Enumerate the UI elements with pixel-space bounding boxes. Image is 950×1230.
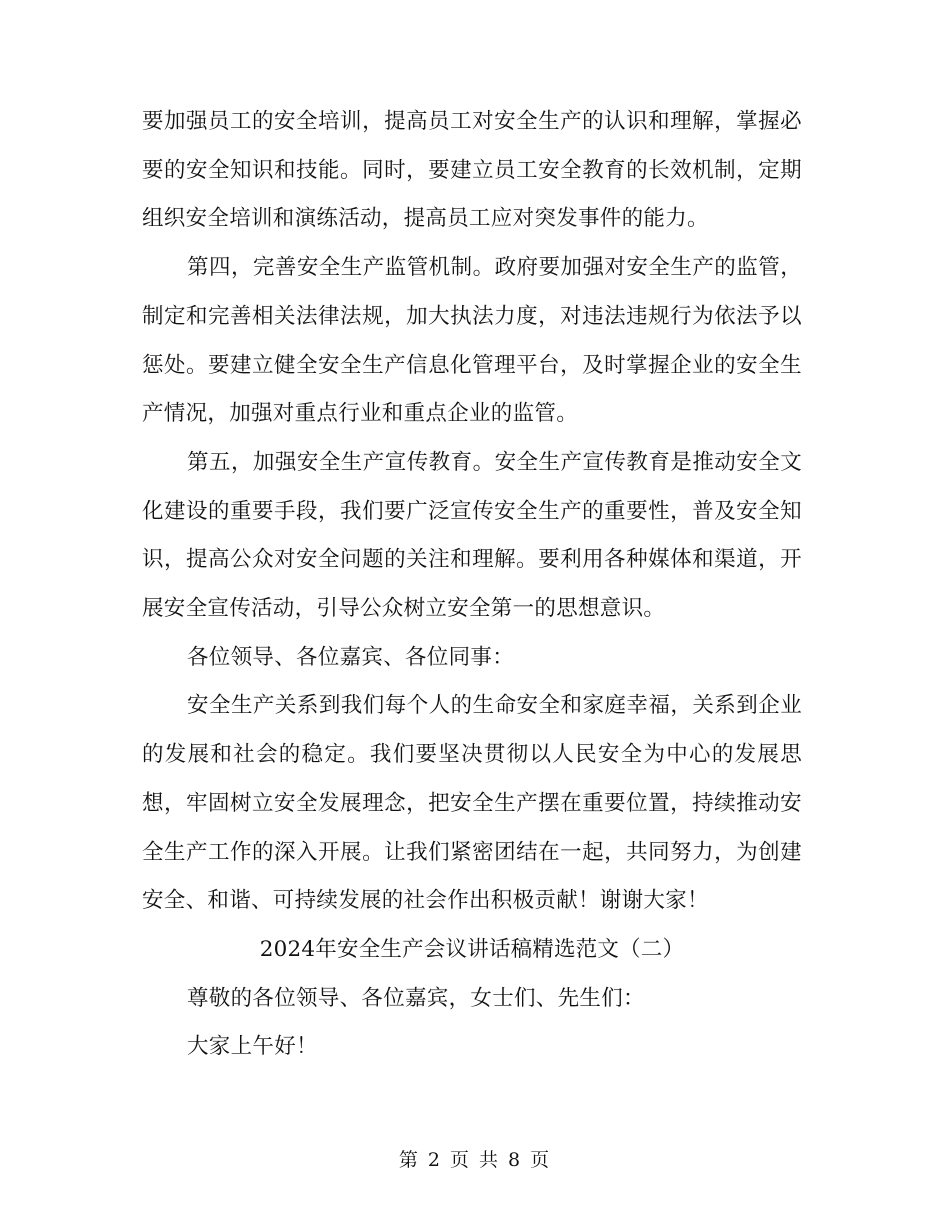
section-title: 2024年安全生产会议讲话稿精选范文（二） — [259, 936, 685, 962]
document-body — [142, 98, 802, 1072]
body-paragraph: 第五，加强安全生产宣传教育。安全生产宣传教育是推动安全文化建设的重要手段，我们要广泛宣传安全生产的重要性，普及安全知识，提高公众对安全问题的关注和理解。要利用各种媒体和渠道，开展安全宣传活动，引导公众树立安全第一的思想意识。 — [142, 449, 802, 622]
body-paragraph: 安全生产关系到我们每个人的生命安全和家庭幸福，关系到企业的发展和社会的稳定。我们要坚决贯彻以人民安全为中心的发展思想，牢固树立安全发展理念，把安全生产摆在重要位置，持续推动安全生产工作的深入开展。让我们紧密团结在一起，共同努力，为创建安全、和谐、可持续发展的社会作出积极贡献！谢谢大家！ — [142, 693, 802, 914]
page-number-footer: 第 2 页 共 8 页 — [398, 1149, 552, 1171]
body-paragraph: 要加强员工的安全培训，提高员工对安全生产的认识和理解，掌握必要的安全知识和技能。同时，要建立员工安全教育的长效机制，定期组织安全培训和演练活动，提高员工应对突发事件的能力。 — [142, 109, 802, 232]
greeting-paragraph: 尊敬的各位领导、各位嘉宾，女士们、先生们： — [187, 985, 645, 1011]
opening-paragraph: 大家上午好！ — [187, 1034, 318, 1060]
body-paragraph: 第四，完善安全生产监管机制。政府要加强对安全生产的监管，制定和完善相关法律法规，加大执法力度，对违法违规行为依法予以惩处。要建立健全安全生产信息化管理平台，及时掌握企业的安全生产情况，加强对重点行业和重点企业的监管。 — [142, 255, 802, 427]
salutation-paragraph: 各位领导、各位嘉宾、各位同事： — [187, 644, 515, 670]
